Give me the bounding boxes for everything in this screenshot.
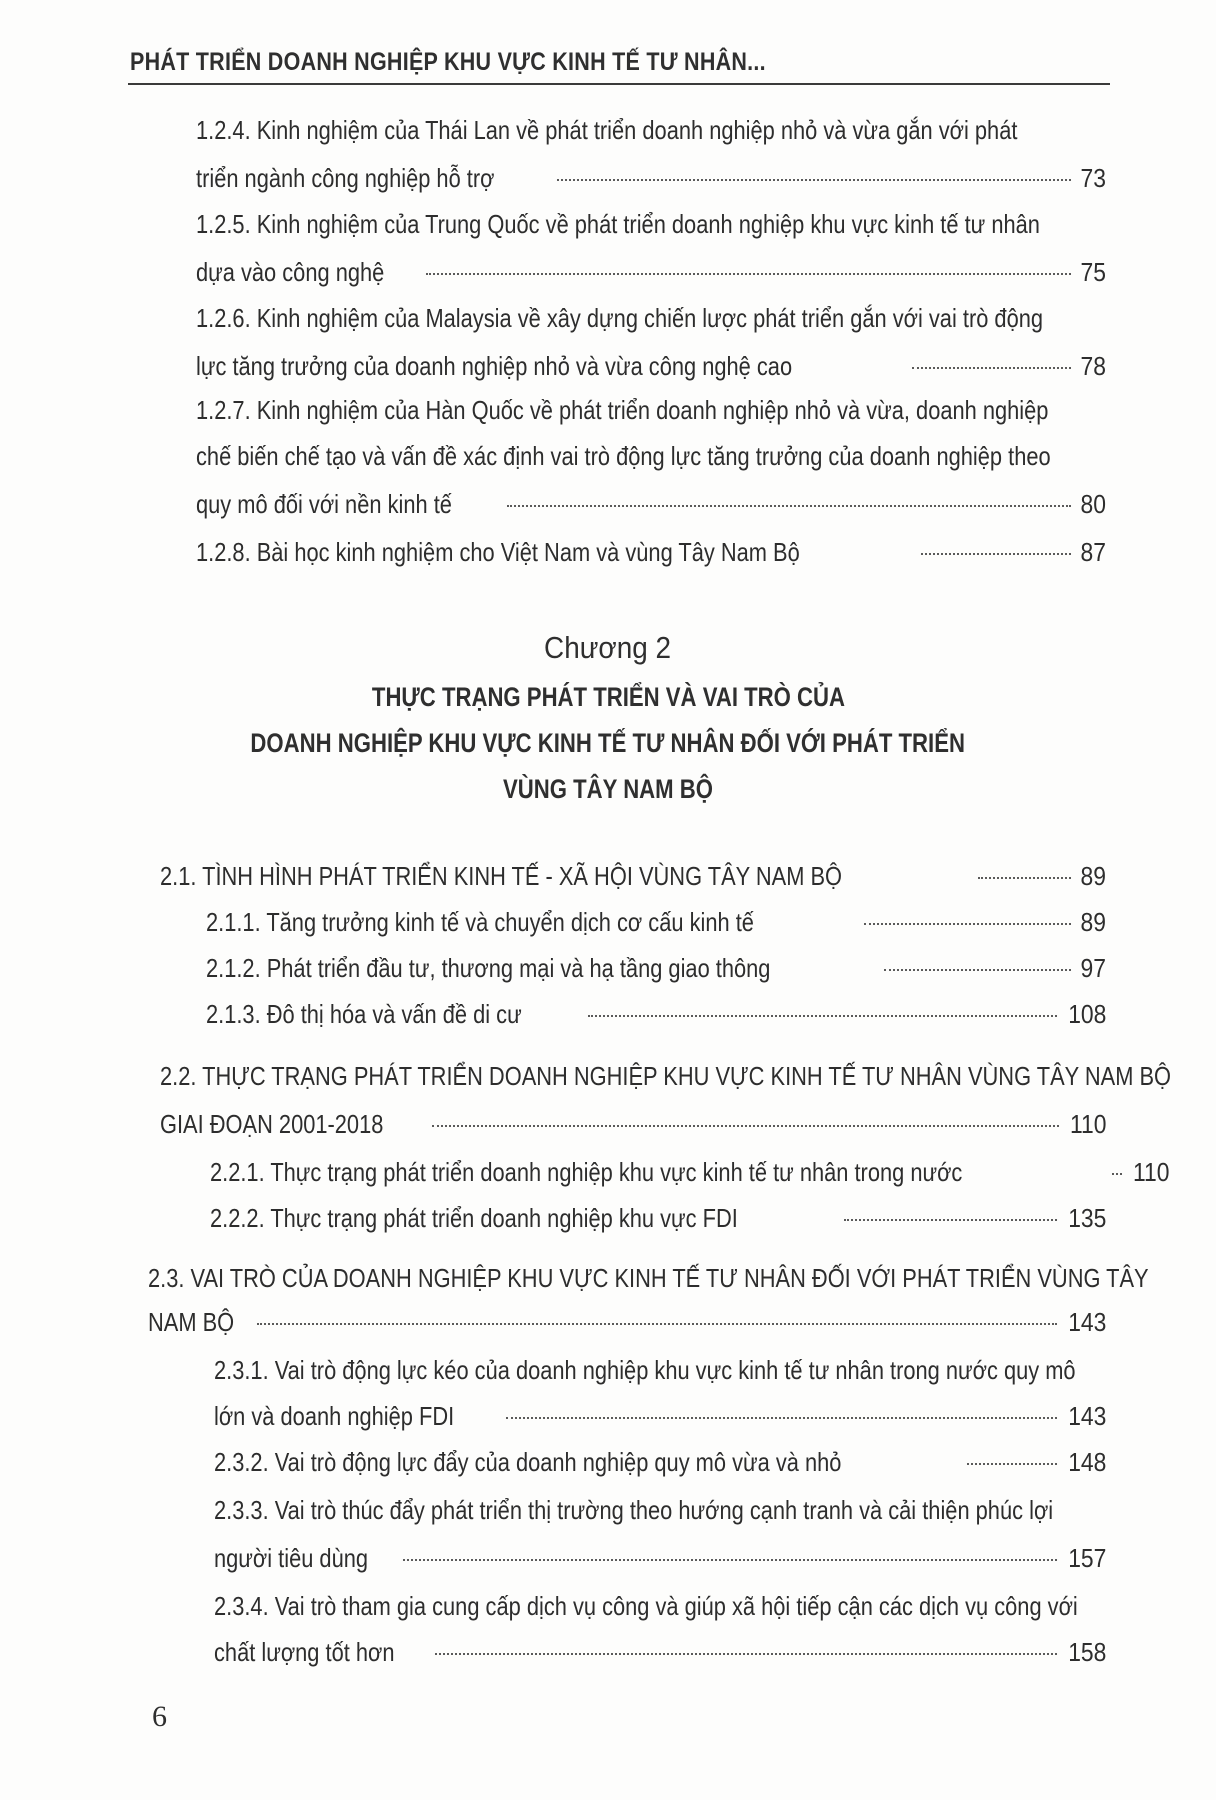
running-header: PHÁT TRIỂN DOANH NGHIỆP KHU VỰC KINH TẾ TƯ NHÂN... — [130, 48, 766, 76]
toc-page-number: 73 — [1080, 163, 1106, 193]
toc-entry-2-3-3[interactable] — [214, 1542, 1106, 1574]
chapter-label: Chương 2 — [544, 630, 672, 665]
toc-entry-2-2-1[interactable] — [210, 1156, 1170, 1188]
toc-entry-1-2-6-line-1: 1.2.6. Kinh nghiệm của Malaysia về xây dựng chiến lược phát triển gắn với vai trò động — [196, 303, 1044, 333]
toc-page-number: 157 — [1067, 1543, 1106, 1573]
toc-entry-1-2-5[interactable] — [196, 256, 1106, 288]
toc-entry-2-2-line-2: GIAI ĐOẠN 2001-2018 — [160, 1109, 384, 1139]
toc-entry-2-2-2[interactable] — [210, 1202, 1106, 1234]
toc-entry-2-3[interactable] — [148, 1306, 1106, 1338]
toc-entry-2-3-line-2: NAM BỘ — [148, 1307, 235, 1337]
leader-dots — [978, 877, 1071, 879]
toc-entry-2-1-2-line-1: 2.1.2. Phát triển đầu tư, thương mại và hạ tầng giao thông — [206, 953, 771, 983]
toc-entry-1-2-4-line-2: triển ngành công nghiệp hỗ trợ — [196, 163, 495, 193]
toc-entry-2-3-3-line-1: 2.3.3. Vai trò thúc đẩy phát triển thị trường theo hướng cạnh tranh và cải thiện phúc lợi — [214, 1495, 1054, 1525]
toc-entry-1-2-6-line-2: lực tăng trưởng của doanh nghiệp nhỏ và vừa công nghệ cao — [196, 351, 793, 381]
leader-dots — [557, 179, 1071, 181]
toc-entry-1-2-8-line-1: 1.2.8. Bài học kinh nghiệm cho Việt Nam và vùng Tây Nam Bộ — [196, 537, 800, 567]
toc-entry-2-1-3-line-1: 2.1.3. Đô thị hóa và vấn đề di cư — [206, 999, 522, 1029]
toc-entry-2-2[interactable] — [160, 1108, 1106, 1140]
toc-entry-2-2-line-1: 2.2. THỰC TRẠNG PHÁT TRIỂN DOANH NGHIỆP KHU VỰC KINH TẾ TƯ NHÂN VÙNG TÂY NAM BỘ — [160, 1061, 1172, 1091]
chapter-title-line-3: VÙNG TÂY NAM BỘ — [503, 774, 713, 804]
toc-entry-1-2-7-line-3: quy mô đối với nền kinh tế — [196, 489, 452, 519]
toc-entry-2-3-4[interactable] — [214, 1636, 1106, 1668]
toc-entry-1-2-6[interactable] — [196, 350, 1106, 382]
toc-page-number: 78 — [1080, 351, 1106, 381]
toc-entry-2-3-3-line-2: người tiêu dùng — [214, 1543, 369, 1573]
toc-entry-1-2-4-line-1: 1.2.4. Kinh nghiệm của Thái Lan về phát triển doanh nghiệp nhỏ và vừa gắn với phát — [196, 115, 1018, 145]
toc-page-number: 89 — [1080, 861, 1106, 891]
toc-page-number: 89 — [1080, 907, 1106, 937]
leader-dots — [257, 1323, 1057, 1325]
toc-page-number: 80 — [1080, 489, 1106, 519]
toc-page-number: 97 — [1080, 953, 1106, 983]
leader-dots — [588, 1015, 1057, 1017]
leader-dots — [967, 1463, 1057, 1465]
toc-entry-2-3-2[interactable] — [214, 1446, 1106, 1478]
toc-page-number: 143 — [1067, 1401, 1106, 1431]
leader-dots — [507, 505, 1071, 507]
leader-dots — [844, 1219, 1056, 1221]
leader-dots — [432, 1125, 1059, 1127]
toc-page-number: 158 — [1067, 1637, 1106, 1667]
toc-entry-2-2-2-line-1: 2.2.2. Thực trạng phát triển doanh nghiệp khu vực FDI — [210, 1203, 738, 1233]
toc-entry-2-3-4-line-2: chất lượng tốt hơn — [214, 1637, 395, 1667]
toc-entry-2-2-1-line-1: 2.2.1. Thực trạng phát triển doanh nghiệp khu vực kinh tế tư nhân trong nước — [210, 1157, 963, 1187]
chapter-title-line-2: DOANH NGHIỆP KHU VỰC KINH TẾ TƯ NHÂN ĐỐI VỚI PHÁT TRIỂN — [250, 728, 966, 758]
toc-entry-2-3-2-line-1: 2.3.2. Vai trò động lực đẩy của doanh nghiệp quy mô vừa và nhỏ — [214, 1447, 842, 1477]
leader-dots — [912, 367, 1071, 369]
leader-dots — [864, 923, 1071, 925]
header-rule — [128, 83, 1110, 85]
toc-page-number: 143 — [1067, 1307, 1106, 1337]
leader-dots — [435, 1653, 1057, 1655]
toc-entry-2-3-1-line-1: 2.3.1. Vai trò động lực kéo của doanh nghiệp khu vực kinh tế tư nhân trong nước quy mô — [214, 1355, 1076, 1385]
toc-page-number: 75 — [1080, 257, 1106, 287]
toc-page-number: 148 — [1067, 1447, 1106, 1477]
toc-entry-2-3-line-1: 2.3. VAI TRÒ CỦA DOANH NGHIỆP KHU VỰC KINH TẾ TƯ NHÂN ĐỐI VỚI PHÁT TRIỂN VÙNG TÂY — [148, 1263, 1149, 1293]
toc-entry-1-2-5-line-1: 1.2.5. Kinh nghiệm của Trung Quốc về phát triển doanh nghiệp khu vực kinh tế tư nhân — [196, 209, 1040, 239]
toc-entry-2-1[interactable] — [160, 860, 1106, 892]
leader-dots — [403, 1559, 1056, 1561]
toc-page-number: 108 — [1067, 999, 1106, 1029]
toc-entry-2-3-1[interactable] — [214, 1400, 1106, 1432]
toc-entry-1-2-4[interactable] — [196, 162, 1106, 194]
toc-entry-1-2-7-line-1: 1.2.7. Kinh nghiệm của Hàn Quốc về phát triển doanh nghiệp nhỏ và vừa, doanh nghiệp — [196, 395, 1049, 425]
leader-dots — [884, 969, 1071, 971]
toc-entry-1-2-7[interactable] — [196, 488, 1106, 520]
toc-page-number: 87 — [1080, 537, 1106, 567]
toc-page-number: 110 — [1132, 1157, 1170, 1187]
toc-entry-1-2-5-line-2: dựa vào công nghệ — [196, 257, 385, 287]
leader-dots — [921, 553, 1071, 555]
toc-entry-2-1-line-1: 2.1. TÌNH HÌNH PHÁT TRIỂN KINH TẾ - XÃ HỘI VÙNG TÂY NAM BỘ — [160, 861, 843, 891]
leader-dots — [506, 1417, 1057, 1419]
chapter-title-line-1: THỰC TRẠNG PHÁT TRIỂN VÀ VAI TRÒ CỦA — [371, 682, 845, 712]
toc-entry-2-3-4-line-1: 2.3.4. Vai trò tham gia cung cấp dịch vụ công và giúp xã hội tiếp cận các dịch vụ công với — [214, 1591, 1078, 1621]
toc-entry-2-1-1[interactable] — [206, 906, 1106, 938]
leader-dots — [426, 273, 1071, 275]
toc-entry-2-3-1-line-2: lớn và doanh nghiệp FDI — [214, 1401, 455, 1431]
toc-entry-2-1-3[interactable] — [206, 998, 1106, 1030]
toc-entry-2-1-2[interactable] — [206, 952, 1106, 984]
toc-page-number: 110 — [1069, 1109, 1106, 1139]
toc-entry-2-1-1-line-1: 2.1.1. Tăng trưởng kinh tế và chuyển dịch cơ cấu kinh tế — [206, 907, 754, 937]
leader-dots — [1112, 1173, 1122, 1175]
toc-entry-1-2-7-line-2: chế biến chế tạo và vấn đề xác định vai trò động lực tăng trưởng của doanh nghiệp theo — [196, 441, 1051, 471]
page-number: 6 — [152, 1700, 167, 1733]
toc-entry-1-2-8[interactable] — [196, 536, 1106, 568]
toc-page-number: 135 — [1067, 1203, 1106, 1233]
